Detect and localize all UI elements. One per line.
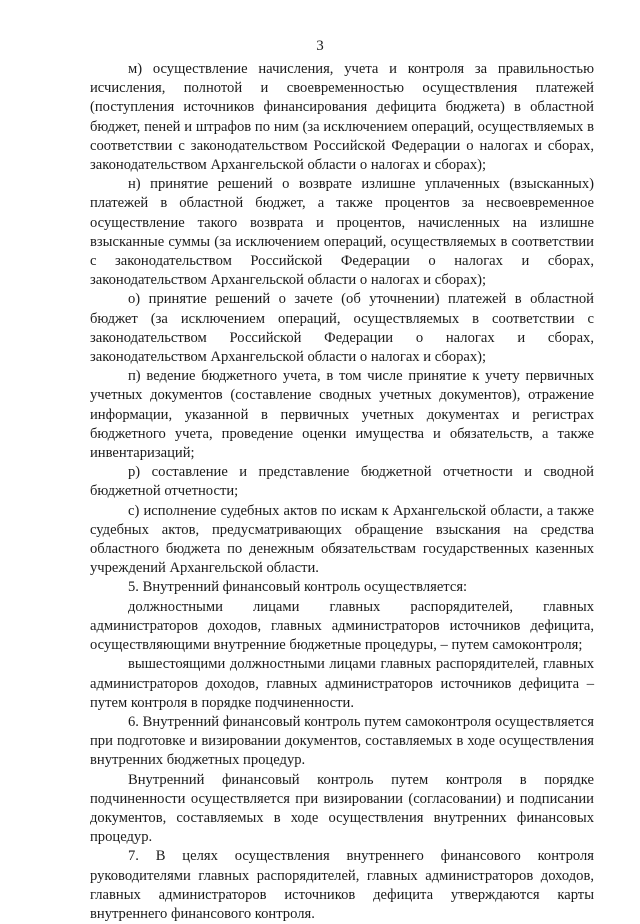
paragraph-p: п) ведение бюджетного учета, в том числе принятие к учету первичных учетных документов (составление сводных учетных документов), отражение информации, указанной в первичных учетных документах и регистрах бюджетного учета, проведение оценки имущества и обязательств, а также инвентаризаций; [90,368,594,462]
paragraph-s: с) исполнение судебных актов по искам к Архангельской области, а также судебных актов, предусматривающих обращение взыскания на средства областного бюджета по денежным обязательствам государственных казенных учреждений Архангельской области. [90,502,594,577]
paragraph-o: о) принятие решений о зачете (об уточнении) платежей в областной бюджет (за исключением операций, осуществляемых в соответствии с законодательством Российской Федерации о налогах и сборах, законодательством Архангельской области о налогах и сборах); [90,291,594,366]
document-body [90,60,594,924]
paragraph-5-subordination: вышестоящими должностными лицами главных распорядителей, главных администраторов доходов, главных администраторов источников дефицита – путем контроля в порядке подчиненности. [90,656,594,711]
paragraph-7: 7. В целях осуществления внутреннего финансового контроля руководителями главных распорядителей, главных администраторов доходов, главных администраторов источников дефицита утверждаются карты внутреннего финансового контроля. [90,848,594,922]
page-number: 3 [316,38,324,54]
paragraph-m: м) осуществление начисления, учета и контроля за правильностью исчисления, полнотой и своевременностью осуществления платежей (поступления источников финансирования дефицита бюджета) в областной бюджет, пеней и штрафов по ним (за исключением операций, осуществляемых в соответствии с законодательством Российской Федерации о налогах и сборах, законодательством Архангельской области о налогах и сборах); [90,61,594,174]
paragraph-n: н) принятие решений о возврате излишне уплаченных (взысканных) платежей в областной бюджет, а также процентов за несвоевременное осуществление такого возврата и процентов, начисленных на излишне взысканные суммы (за исключением операций, осуществляемых в соответствии с законодательством Российской Федерации о налогах и сборах, законодательством Архангельской области о налогах и сборах); [90,176,594,289]
paragraph-r: р) составление и представление бюджетной отчетности и сводной бюджетной отчетности; [90,464,594,500]
paragraph-6-subordination: Внутренний финансовый контроль путем контроля в порядке подчиненности осуществляется при визировании (согласовании) и подписании документов, составляемых в ходе осуществления внутренних финансовых процедур. [90,771,594,846]
paragraph-5-self-control: должностными лицами главных распорядителей, главных администраторов доходов, главных администраторов источников дефицита, осуществляющими внутренние бюджетные процедуры, – путем самоконтроля; [90,598,594,654]
paragraph-5: 5. Внутренний финансовый контроль осуществляется: [128,579,468,596]
paragraph-6: 6. Внутренний финансовый контроль путем самоконтроля осуществляется при подготовке и визировании документов, составляемых в ходе осуществления внутренних бюджетных процедур. [90,713,594,769]
